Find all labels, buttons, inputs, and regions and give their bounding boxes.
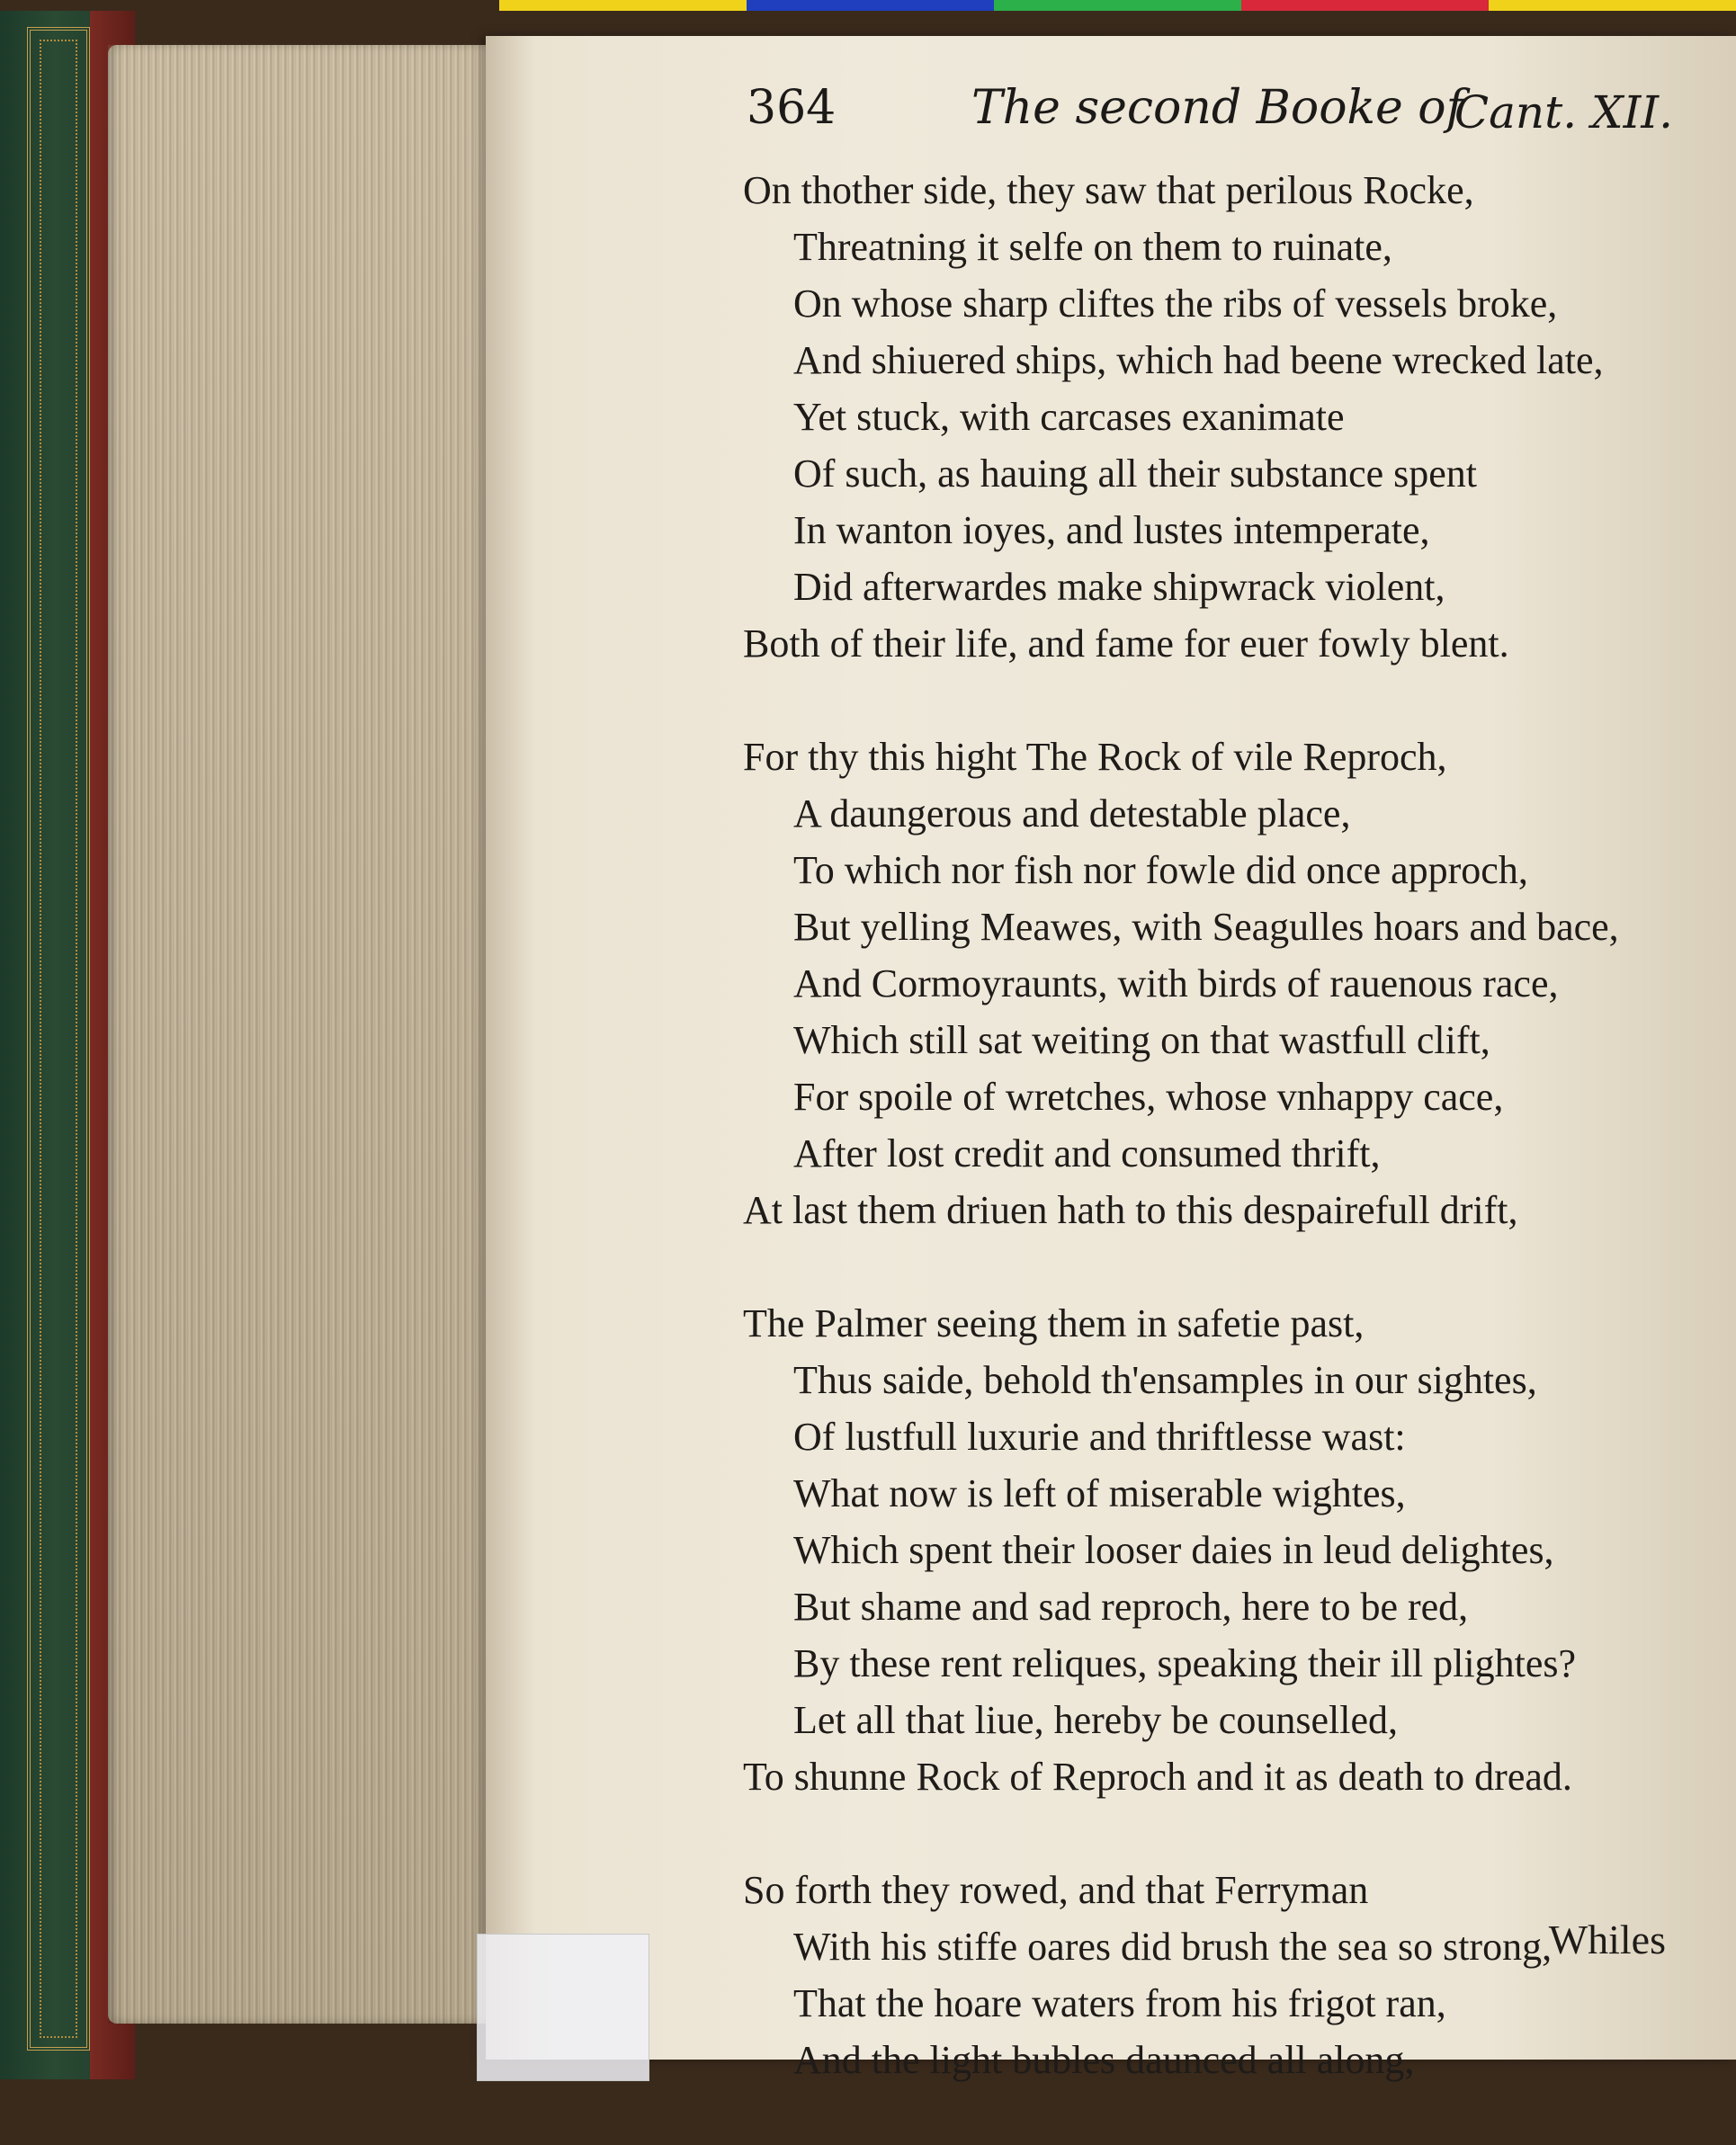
verse-line: Which spent their looser daies in leud delightes, <box>793 1528 1554 1572</box>
page-edges-stack <box>108 45 486 2024</box>
verse-line: By these rent reliques, speaking their ill plightes? <box>793 1641 1577 1685</box>
verse-line: In wanton ioyes, and lustes intemperate, <box>793 508 1430 552</box>
verse-line: At last them driuen hath to this despairefull drift, <box>743 1188 1518 1232</box>
verse-line: With his stiffe oares did brush the sea so strong, <box>793 1925 1553 1969</box>
verse-line: Which still sat weiting on that wastfull clift, <box>793 1018 1490 1062</box>
verse-line: Thus saide, behold th'ensamples in our sightes, <box>793 1358 1537 1402</box>
verse-line: Both of their life, and fame for euer fowly blent. <box>743 621 1509 666</box>
canto-label: Cant. XII. <box>1454 86 1673 139</box>
verse-line: After lost credit and consumed thrift, <box>793 1131 1381 1175</box>
verse-line: A daungerous and detestable place, <box>793 791 1351 836</box>
verse-line: Let all that liue, hereby be counselled, <box>793 1698 1398 1742</box>
verse-line: For spoile of wretches, whose vnhappy cace, <box>793 1075 1504 1119</box>
verse-line: And the light bubles daunced all along, <box>793 2038 1415 2082</box>
verse-line: But shame and sad reproch, here to be red, <box>793 1585 1469 1629</box>
page-marker-tab <box>477 1934 649 2081</box>
color-swatch-yellow <box>499 0 747 11</box>
verse-line: Of such, as hauing all their substance spent <box>793 451 1478 496</box>
color-swatch-yellow-2 <box>1489 0 1736 11</box>
page-number: 364 <box>747 81 837 135</box>
verse-line: And Cormoyraunts, with birds of rauenous race, <box>793 961 1559 1005</box>
verse-line: But yelling Meawes, with Seagulles hoars and bace, <box>793 905 1619 949</box>
verse-line: What now is left of miserable wightes, <box>793 1471 1406 1515</box>
color-swatch-green <box>994 0 1241 11</box>
verse-line: And shiuered ships, which had beene wrecked late, <box>793 338 1604 382</box>
stanza-3 <box>743 1295 1696 1805</box>
running-header <box>747 81 1691 153</box>
verse-line: To which nor fish nor fowle did once approch, <box>793 848 1528 892</box>
color-calibration-bar <box>499 0 1736 11</box>
color-swatch-red <box>1241 0 1489 11</box>
cover-gold-tooling <box>27 27 90 2051</box>
verse-line: On thother side, they saw that perilous Rocke, <box>743 168 1474 212</box>
stanza-4 <box>743 1862 1696 2088</box>
poem-text <box>743 162 1696 2145</box>
verse-line: Did afterwardes make shipwrack violent, <box>793 565 1445 609</box>
verse-line: Threatning it selfe on them to ruinate, <box>793 225 1392 269</box>
verse-line: On whose sharp cliftes the ribs of vessels broke, <box>793 282 1558 326</box>
color-swatch-blue <box>747 0 994 11</box>
running-title: The second Booke of <box>971 81 1463 135</box>
verse-line: To shunne Rock of Reproch and it as death to dread. <box>743 1755 1572 1799</box>
stanza-2 <box>743 728 1696 1238</box>
catchword: Whiles <box>1548 1917 1666 1962</box>
verse-line: Of lustfull luxurie and thriftlesse wast: <box>793 1415 1406 1459</box>
verse-line: That the hoare waters from his frigot ran, <box>793 1981 1446 2025</box>
stanza-1 <box>743 162 1696 672</box>
verse-line: Yet stuck, with carcases exanimate <box>793 395 1345 439</box>
verse-line: So forth they rowed, and that Ferryman <box>743 1868 1369 1912</box>
verse-line: The Palmer seeing them in safetie past, <box>743 1301 1365 1345</box>
verse-line: For thy this hight The Rock of vile Reproch, <box>743 735 1447 779</box>
